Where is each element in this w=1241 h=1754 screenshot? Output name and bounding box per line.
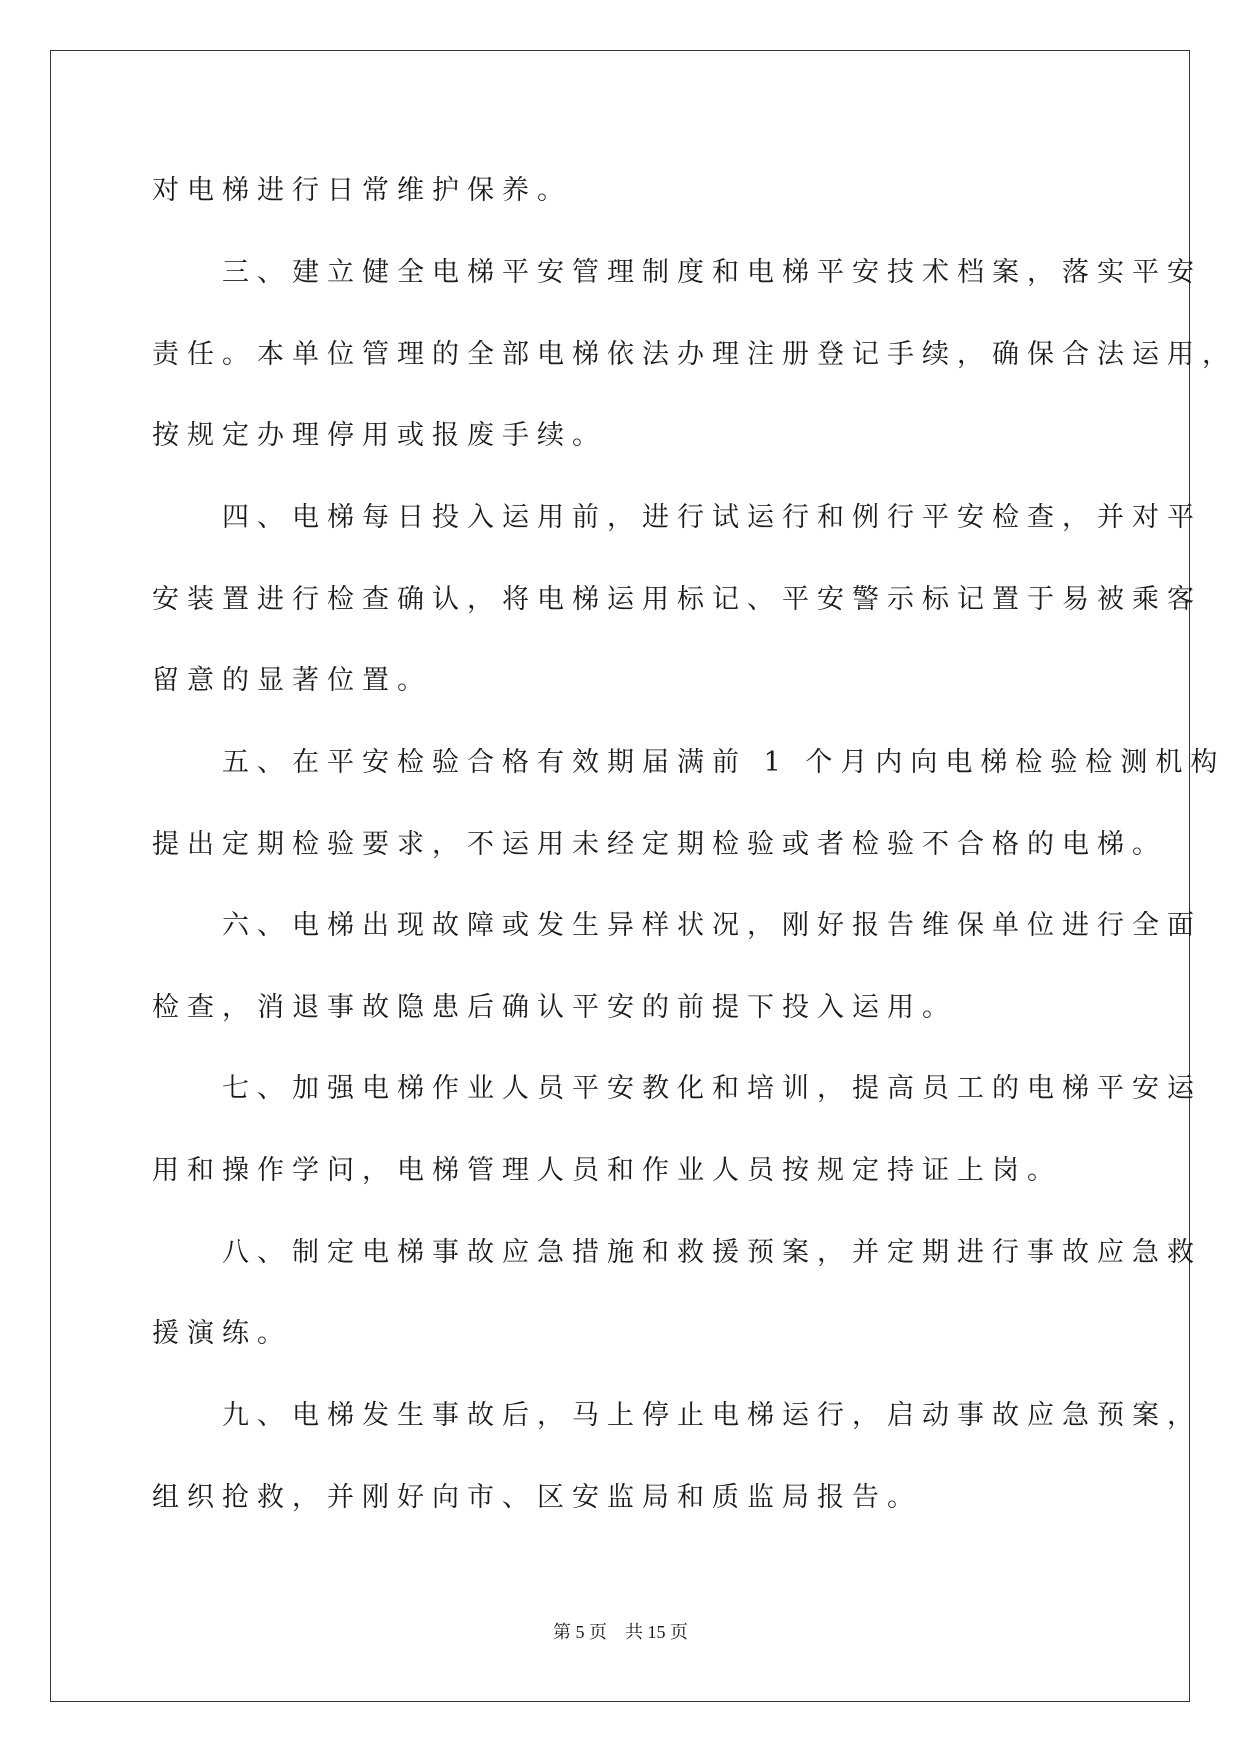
text-line: 三、建立健全电梯平安管理制度和电梯平安技术档案，落实平安 <box>152 257 1202 288</box>
text-line: 提出定期检验要求，不运用未经定期检验或者检验不合格的电梯。 <box>152 829 1167 860</box>
text-line: 九、电梯发生事故后，马上停止电梯运行，启动事故应急预案， <box>152 1400 1202 1431</box>
text-line: 四、电梯每日投入运用前，进行试运行和例行平安检查，并对平 <box>152 502 1202 533</box>
text-line: 五、在平安检验合格有效期届满前 1 个月内向电梯检验检测机构 <box>152 747 1226 778</box>
text-line: 对电梯进行日常维护保养。 <box>152 175 572 206</box>
text-line: 留意的显著位置。 <box>152 665 432 696</box>
text-line: 检查，消退事故隐患后确认平安的前提下投入运用。 <box>152 992 957 1023</box>
text-line: 组织抢救，并刚好向市、区安监局和质监局报告。 <box>152 1482 922 1513</box>
page-number-footer: 第 5 页 共 15 页 <box>553 1622 688 1642</box>
text-line: 按规定办理停用或报废手续。 <box>152 420 607 451</box>
text-line: 六、电梯出现故障或发生异样状况，刚好报告维保单位进行全面 <box>152 910 1202 941</box>
text-line: 援演练。 <box>152 1318 292 1349</box>
text-line: 用和操作学问，电梯管理人员和作业人员按规定持证上岗。 <box>152 1155 1062 1186</box>
text-line: 八、制定电梯事故应急措施和救援预案，并定期进行事故应急救 <box>152 1237 1202 1268</box>
text-line: 安装置进行检查确认，将电梯运用标记、平安警示标记置于易被乘客 <box>152 584 1202 615</box>
text-line: 责任。本单位管理的全部电梯依法办理注册登记手续，确保合法运用， <box>152 339 1237 370</box>
page-border <box>50 50 1190 1702</box>
text-line: 七、加强电梯作业人员平安教化和培训，提高员工的电梯平安运 <box>152 1073 1202 1104</box>
